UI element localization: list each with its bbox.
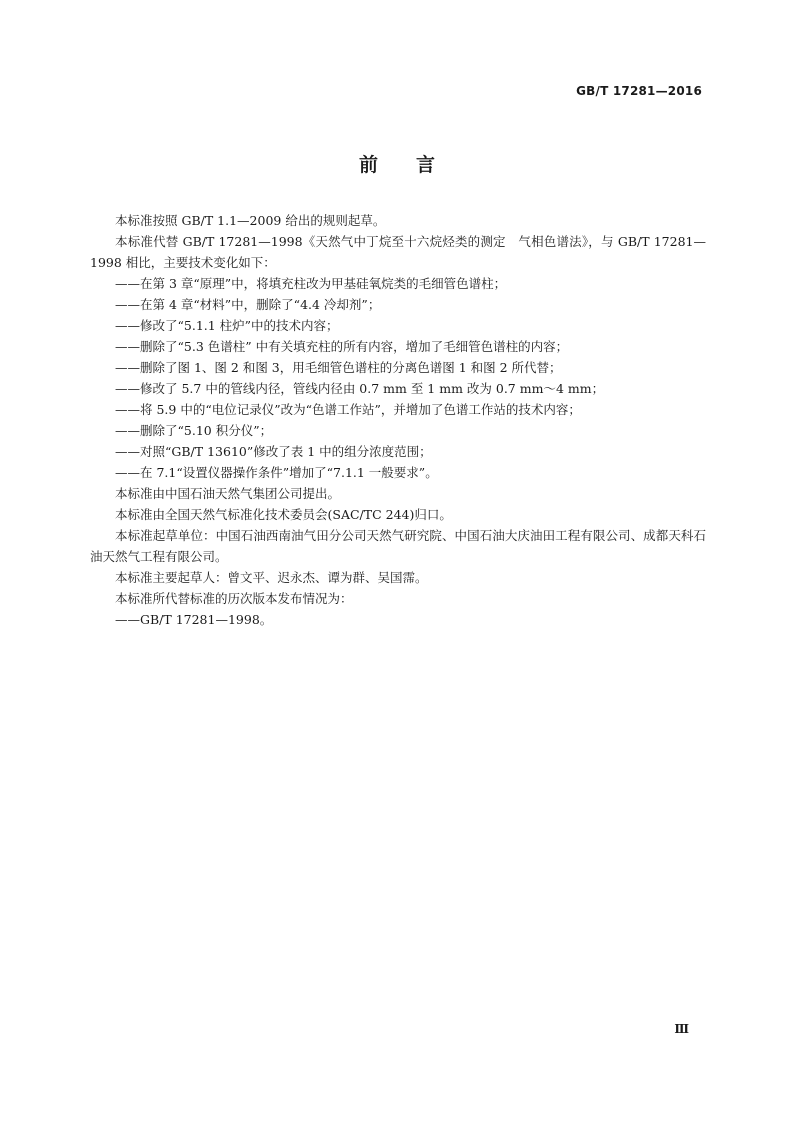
paragraph-drafting-rules: 本标准按照 GB/T 1.1—2009 给出的规则起草。: [115, 213, 386, 228]
paragraph-committee: 本标准由全国天然气标准化技术委员会(SAC/TC 244)归口。: [115, 507, 452, 522]
foreword-body: [90, 210, 706, 630]
change-item: ——修改了 5.7 中的管线内径，管线内径由 0.7 mm 至 1 mm 改为 0.7 mm～4 mm；: [115, 381, 605, 396]
paragraph-drafting-units: 本标准起草单位：中国石油西南油气田分公司天然气研究院、中国石油大庆油田工程有限公司、成都天科石油天然气工程有限公司。: [90, 528, 706, 564]
page-title: 前言: [358, 154, 473, 176]
page-number: Ⅲ: [674, 1022, 689, 1036]
change-item: ——在第 3 章“原理”中，将填充柱改为甲基硅氧烷类的毛细管色谱柱；: [115, 276, 507, 291]
change-item: ——在 7.1“设置仪器操作条件”增加了“7.1.1 一般要求”。: [115, 465, 438, 480]
change-item: ——在第 4 章“材料”中，删除了“4.4 冷却剂”；: [115, 297, 381, 312]
change-item: ——删除了图 1、图 2 和图 3，用毛细管色谱柱的分离色谱图 1 和图 2 所代替；: [115, 360, 562, 375]
change-item: ——修改了“5.1.1 柱炉”中的技术内容；: [115, 318, 339, 333]
paragraph-proposer: 本标准由中国石油天然气集团公司提出。: [115, 486, 341, 501]
change-item: ——将 5.9 中的“电位记录仪”改为“色谱工作站”，并增加了色谱工作站的技术内容；: [115, 402, 581, 417]
history-item: ——GB/T 17281—1998。: [115, 612, 273, 627]
paragraph-history: 本标准所代替标准的历次版本发布情况为：: [115, 591, 353, 606]
paragraph-replacement: 本标准代替 GB/T 17281—1998《天然气中丁烷至十六烷烃类的测定 气相色谱法》，与 GB/T 17281—1998 相比，主要技术变化如下：: [90, 234, 706, 270]
paragraph-drafters: 本标准主要起草人：曾文平、迟永杰、谭为群、吴国霈。: [115, 570, 428, 585]
standard-code: GB/T 17281—2016: [576, 84, 702, 98]
change-item: ——对照“GB/T 13610”修改了表 1 中的组分浓度范围；: [115, 444, 432, 459]
change-item: ——删除了“5.10 积分仪”；: [115, 423, 273, 438]
change-item: ——删除了“5.3 色谱柱” 中有关填充柱的所有内容，增加了毛细管色谱柱的内容；: [115, 339, 569, 354]
